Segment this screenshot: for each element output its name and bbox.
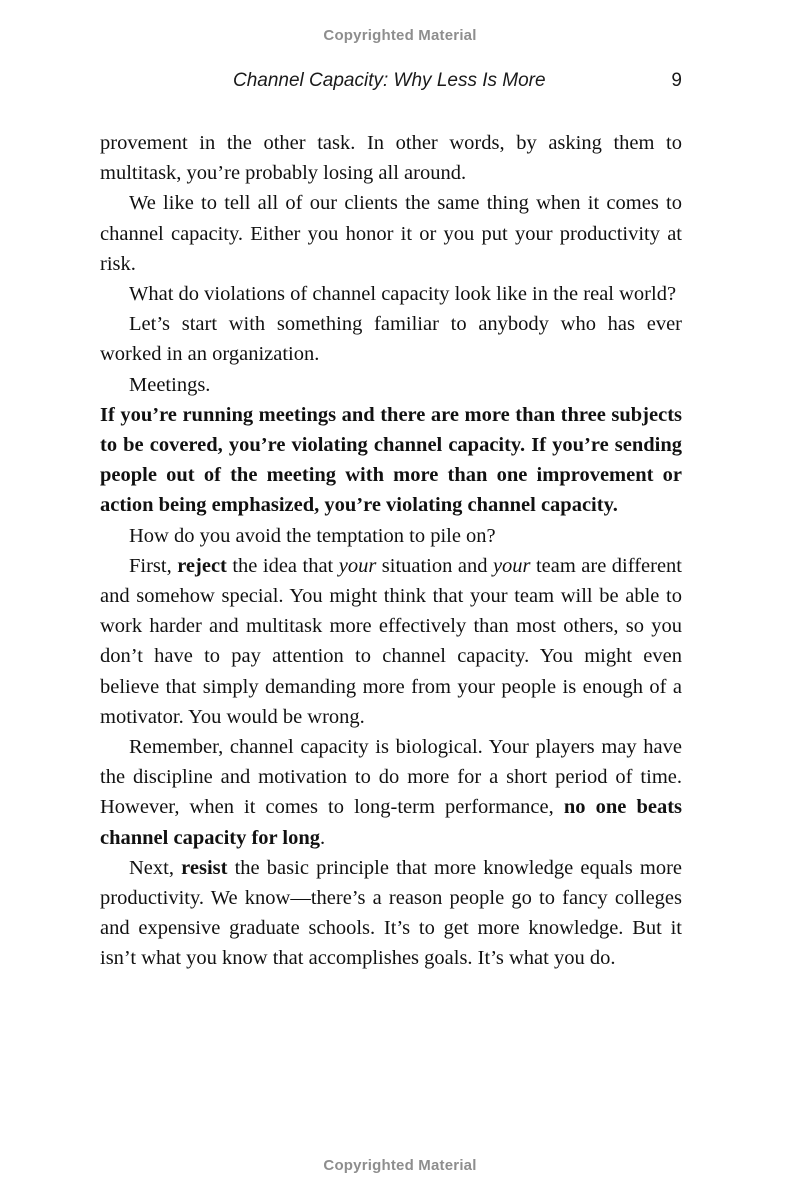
text-run: Next,: [129, 856, 182, 879]
text-run: .: [320, 826, 326, 849]
bold-text: If you’re running meetings and there are more than three subjects to be covered, you’re violating channel capacity. If you’re sending people out of the meeting with more than one improvement or action being emphasized, you’re violating channel capacity.: [100, 403, 682, 517]
text-run: the idea that: [226, 554, 339, 577]
italic-text: your: [492, 554, 531, 577]
paragraph: [100, 853, 682, 974]
paragraph: provement in the other task. In other words, by asking them to multitask, you’re probably losing all around.: [100, 132, 682, 185]
chapter-title: Channel Capacity: Why Less Is More: [233, 70, 546, 91]
emphasized-paragraph: [100, 400, 682, 521]
paragraph: We like to tell all of our clients the same thing when it comes to channel capacity. Either you honor it or you put your productivity at risk.: [100, 192, 682, 275]
text-run: First,: [129, 554, 178, 577]
paragraph: Meetings.: [129, 373, 211, 396]
running-header: [100, 70, 682, 94]
paragraph: What do violations of channel capacity look like in the real world?: [129, 283, 677, 306]
paragraph: [100, 551, 682, 732]
copyright-watermark-bottom: Copyrighted Material: [323, 1157, 477, 1174]
text-run: the basic principle that more knowledge equals more productivity. We know—there’s a reason people go to fancy colleges and expensive graduate schools. It’s to get more knowledge. But it isn’t what you know that accomplishes goals. It’s what you do.: [100, 856, 683, 970]
bold-text: resist: [181, 856, 228, 879]
italic-text: your: [338, 554, 377, 577]
text-run: Remember, channel capacity is biological. Your players may have the discipline and motivation to do more for a short period of time. However, when it comes to long-term performance,: [100, 736, 682, 819]
text-run: team are different and somehow special. You might think that your team will be able to work harder and multitask more effectively than most others, so you don’t have to pay attention to channel capacity. You might even believe that simply demanding more from your people is enough of a motivator. You would be wrong.: [100, 554, 682, 728]
copyright-watermark-top: Copyrighted Material: [323, 27, 477, 44]
paragraph: [100, 732, 682, 853]
text-run: situation and: [376, 554, 493, 577]
bold-text: reject: [177, 554, 227, 577]
bold-text: no one beats channel capacity for long: [100, 796, 682, 849]
paragraph: How do you avoid the temptation to pile on?: [129, 524, 496, 547]
page-number: 9: [671, 70, 682, 91]
paragraph: Let’s start with something familiar to anybody who has ever worked in an organization.: [100, 313, 682, 366]
body-text: [100, 128, 682, 974]
